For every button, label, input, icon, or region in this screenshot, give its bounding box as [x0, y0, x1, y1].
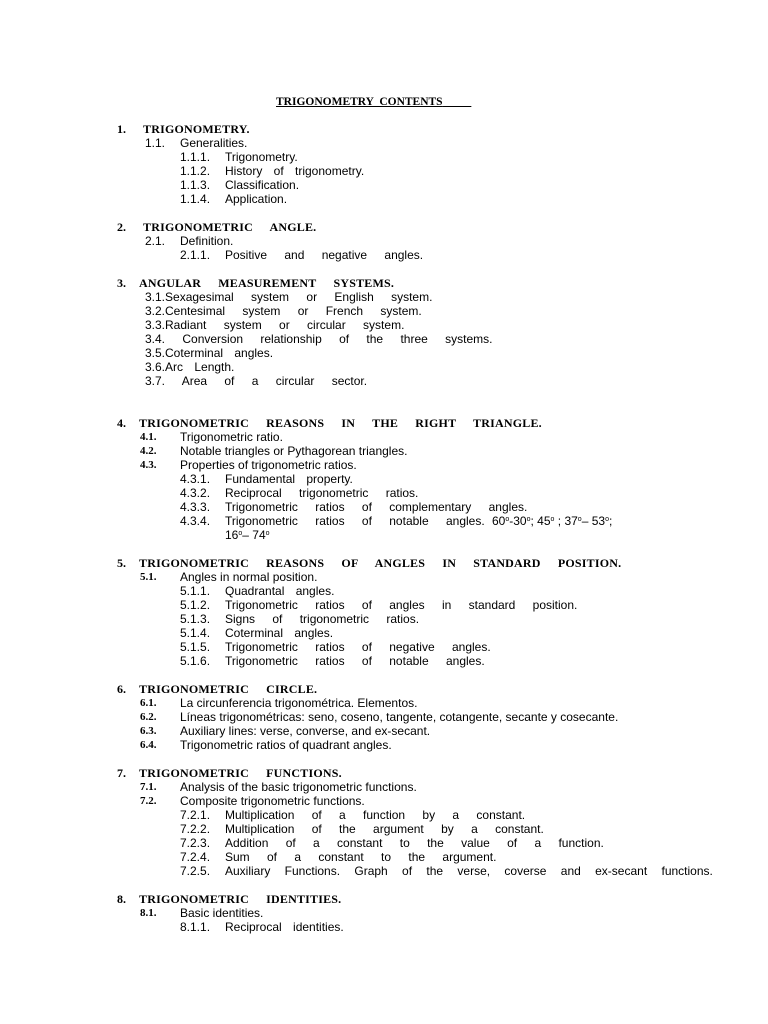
notable-angles-list: 60$^o$-30$^o$; 45$^o$ ; 37$^o$– 53$^o$; [492, 514, 613, 528]
contents-page: TRIGONOMETRY CONTENTS 1. TRIGONOMETRY. 1.1. Generalities. 1.1.1. Trigonometry. 1.1.2. History of trigonometry. 1.1.3. Classification. 1.1.4. Application. 2. TRIGONOMETRIC ANGLE. 2.1. Definition. 2.1.1. Positive and negative angles. 3. ANGULAR MEASUREMENT SYSTEMS. 3.1.Sexagesimal system or English system. 3.2.Centesimal system or French system. 3.3.Radiant system or circular system. 3.4. Conversion relationship of the three systems. 3.5.Coterminal angles. 3.6.Arc Length. 3.7. Area of a circular sector. 4. TRIGONOMETRIC REASONS IN THE RIGHT TRIANGLE. 4.1. Trigonometric ratio. 4.2. Notable triangles or Pythagorean triangles. 4.3. Properties of trigonometric ratios. 4.3.1. Fundamental property. 4.3.2. Reciprocal trigonometric ratios. 4.3.3. Trigonometric ratios of complementary angles. 4.3.4. Trigonometric ratios of notable angles. 60$^o$-30$^o$; 45$^o$ ; 37$^o$– 53$^o$; 16$^o$– 74$^o$ 5. TRIGONOMETRIC REASONS OF ANGLES IN STANDARD POSITION. 5.1. Angles in normal position. 5.1.1. Quadrantal angles. 5.1.2. Trigonometric ratios of angles in standard position. 5.1.3. Signs of trigonometric ratios. 5.1.4. Coterminal angles. 5.1.5. Trigonometric ratios of negative angles. 5.1.6. Trigonometric ratios of notable angles. 6. TRIGONOMETRIC CIRCLE. 6.1. La circunferencia trigonométrica. Elementos. 6.2. Líneas trigonométricas: seno, coseno, tangente, cotangente, secante y cosecante. 6.3. Auxiliary lines: verse, converse, and ex-secant. 6.4. Trigonometric ratios of quadrant angles. 7. TRIGONOMETRIC FUNCTIONS. 7.1. Analysis of the basic trigonometric functions. 7.2. Composite trigonometric functions. 7.2.1. Multiplication of a function by a constant. 7.2.2. Multiplication of the argument by a constant. 7.2.3. Addition of a constant to the value of a function. 7.2.4. Sum of a constant to the argument. 7.2.5. Auxiliary Functions. Graph of the verse, coverse and ex-secant functions. 8. TRIGONOMETRIC IDENTITIES. 8.1. Basic identities. 8.1.1. Reciprocal identities. [117, 96, 713, 934]
document-title: TRIGONOMETRY CONTENTS [276, 96, 443, 108]
